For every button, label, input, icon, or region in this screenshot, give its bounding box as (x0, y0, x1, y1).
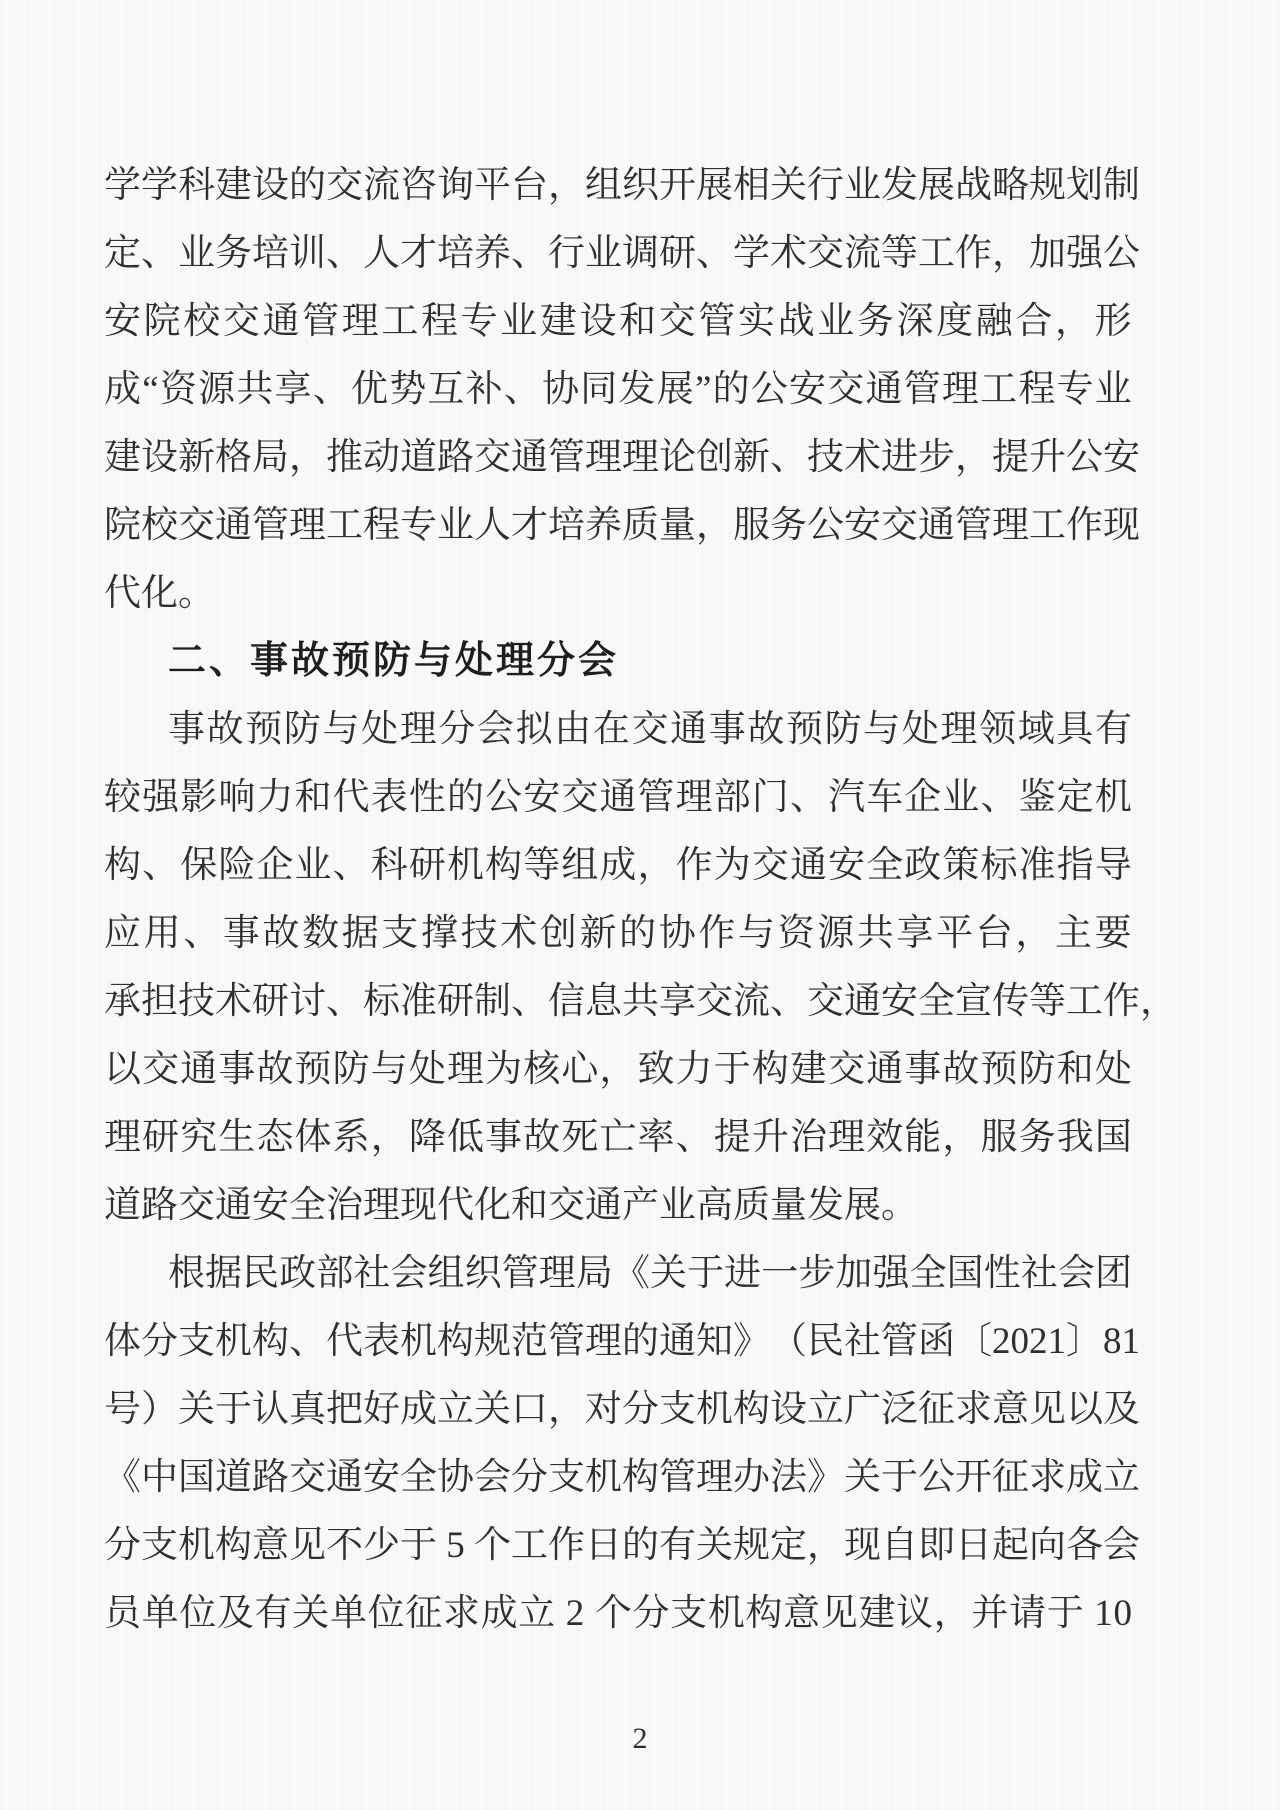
text-line: 员 单 位 及 有 关 单 位 征 求 成 立 2 个 分 支 机 构 意 见 建 议 ， 并 请 于 1 0 (104, 1592, 1132, 1634)
text-line: 道路交通安全治理现代化和交通产业高质量发展。 (104, 1184, 918, 1226)
section-heading: 二、事故预防与处理分会 (168, 640, 620, 682)
text-line: 《 中 国 道 路 交 通 安 全 协 会 分 支 机 构 管 理 办 法 》 关 于 公 开 征 求 成 立 (104, 1456, 1140, 1498)
text-line: 代化。 (104, 572, 215, 614)
text-line: 体 分 支 机 构 、 代 表 机 构 规 范 管 理 的 通 知 》 （ 民 社 管 函 〔 2 0 2 1 〕 8 1 (104, 1320, 1140, 1362)
page-number: 2 (632, 1722, 648, 1755)
text-line: 号 ） 关 于 认 真 把 好 成 立 关 口 ， 对 分 支 机 构 设 立 广 泛 征 求 意 见 以 及 (104, 1388, 1140, 1430)
document-body (104, 151, 1177, 1647)
text-line: 事 故 预 防 与 处 理 分 会 拟 由 在 交 通 事 故 预 防 与 处 理 领 域 具 有 (168, 708, 1132, 750)
text-line: 承 担 技 术 研 讨 、 标 准 研 制 、 信 息 共 享 交 流 、 交 通 安 全 宣 传 等 工 作 ， (104, 980, 1177, 1022)
text-line: 成 “ 资 源 共 享 、 优 势 互 补 、 协 同 发 展 ” 的 公 安 交 通 管 理 工 程 专 业 (104, 368, 1132, 410)
text-line: 根 据 民 政 部 社 会 组 织 管 理 局 《 关 于 进 一 步 加 强 全 国 性 社 会 团 (168, 1252, 1132, 1294)
text-line: 应 用 、 事 故 数 据 支 撑 技 术 创 新 的 协 作 与 资 源 共 享 平 台 ， 主 要 (104, 912, 1132, 954)
text-line: 建 设 新 格 局 ， 推 动 道 路 交 通 管 理 理 论 创 新 、 技 术 进 步 ， 提 升 公 安 (104, 436, 1140, 478)
text-line: 学 学 科 建 设 的 交 流 咨 询 平 台 ， 组 织 开 展 相 关 行 业 发 展 战 略 规 划 制 (104, 164, 1140, 206)
text-line: 院 校 交 通 管 理 工 程 专 业 人 才 培 养 质 量 ， 服 务 公 安 交 通 管 理 工 作 现 (104, 504, 1140, 546)
text-line: 较 强 影 响 力 和 代 表 性 的 公 安 交 通 管 理 部 门 、 汽 车 企 业 、 鉴 定 机 (104, 776, 1132, 818)
text-line: 分 支 机 构 意 见 不 少 于 5 个 工 作 日 的 有 关 规 定 ， 现 自 即 日 起 向 各 会 (104, 1524, 1140, 1566)
text-line: 定 、 业 务 培 训 、 人 才 培 养 、 行 业 调 研 、 学 术 交 流 等 工 作 ， 加 强 公 (104, 232, 1140, 274)
text-line: 安 院 校 交 通 管 理 工 程 专 业 建 设 和 交 管 实 战 业 务 深 度 融 合 ， 形 (104, 300, 1132, 342)
text-line: 理 研 究 生 态 体 系 ， 降 低 事 故 死 亡 率 、 提 升 治 理 效 能 ， 服 务 我 国 (104, 1116, 1132, 1158)
text-line: 构 、 保 险 企 业 、 科 研 机 构 等 组 成 ， 作 为 交 通 安 全 政 策 标 准 指 导 (104, 844, 1132, 886)
text-line: 以 交 通 事 故 预 防 与 处 理 为 核 心 ， 致 力 于 构 建 交 通 事 故 预 防 和 处 (104, 1048, 1132, 1090)
